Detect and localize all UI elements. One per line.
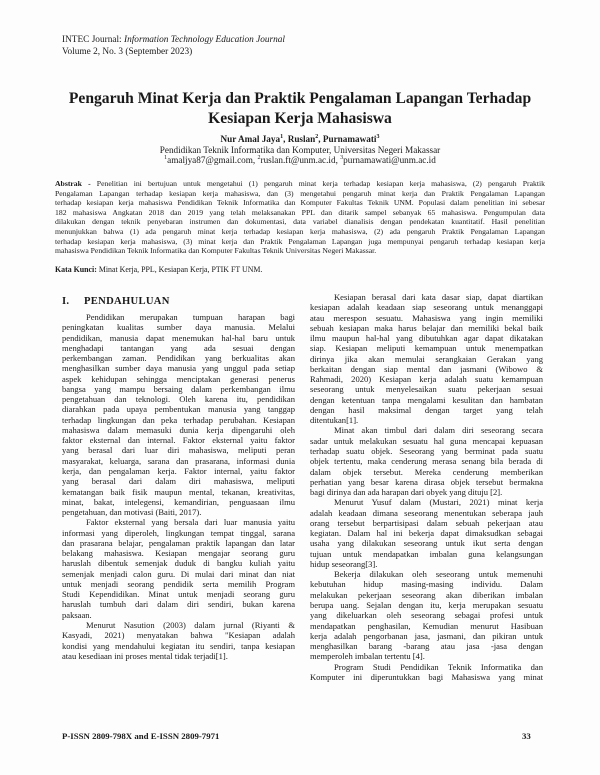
body-text-line: terhadap suatu objek. Seseorang yang berminat pada suatu <box>310 445 543 456</box>
abstract-label: Abstrak - <box>55 179 97 188</box>
abstract-text: terhadap kesiapan kerja mahasiswa, (3) minat kerja dan Praktik Pengalaman Lapangan juga mempunyai pengaruh terhadap kesiapan kerja <box>55 236 545 246</box>
body-text-line: kegiatan. Dalam hal ini bekerja dapat dimaksudkan sebagai <box>310 528 543 539</box>
email-mark: 1 <box>164 155 168 161</box>
author-separator: , <box>318 134 323 144</box>
abstract-text: dilakukan dengan teknik penyebaran instrumen dan dokumentasi, data variabel dianalisis dengan pendekatan kuantitatif. Hasil penelitian <box>55 217 545 227</box>
abstract-text: Penelitian ini bertujuan untuk mengetahui (1) pengaruh minat kerja terhadap kesiapan kerja mahasiswa, (2) pengaruh Praktik <box>96 179 545 188</box>
abstract-line <box>55 217 545 227</box>
author-email: purnamawati@unm.ac.id <box>343 155 436 165</box>
journal-header <box>62 34 285 46</box>
body-text-line: terhadap lingkungan dan peka terhadap perubahan. Kesiapan <box>62 414 295 425</box>
body-text-line: seseorang untuk menyelesaikan suatu pekerjaan sesuai <box>310 384 543 395</box>
body-text-line: tujuan untuk mendapatkan imbalan guna kelangsungan <box>310 548 543 559</box>
body-text-line: ilmu maupun hal-hal yang dibutuhkan agar dapat dikatakan <box>310 333 543 344</box>
body-text-line: pengetahuan dan teknologi. Oleh karena itu, pendidikan <box>62 394 295 405</box>
body-text-line: masyarakat, keluarga, sarana dan prasarana, informasi dunia <box>62 455 295 466</box>
body-text-line: belakang mahasiswa. Kesiapan mengajar seorang guru <box>62 548 295 559</box>
journal-name: Information Technology Education Journal <box>123 35 286 45</box>
abstract-line <box>55 198 545 208</box>
body-text-line: atau merespon sesuatu. Mahasiswa yang ingin memiliki <box>310 312 543 323</box>
email-separator: , <box>335 155 341 165</box>
body-text-line: memperoleh imbalan tertentu [4]. <box>310 651 425 662</box>
abstract-text: mahasiswa Pendidikan Teknik Informatika dan Komputer Fakultas Teknik Universitas Negeri Makassar. <box>55 246 377 256</box>
author-affiliation-mark: 2 <box>315 134 319 140</box>
body-text-line: atau kesediaan ini proses mental tidak terjadi[1]. <box>62 650 228 661</box>
body-text-line: Faktor eksternal yang bersala dari luar manusia yaitu <box>86 517 295 528</box>
author-affiliation-mark: 1 <box>280 134 284 140</box>
body-text-line: untuk menjadi seorang pendidik serta memilih Program <box>62 578 295 589</box>
abstract-line <box>55 237 545 247</box>
body-text-line: Bekerja dilakukan oleh seseorang untuk memenuhi <box>334 569 543 580</box>
body-text-line: orang tersebut berpartisipasi dalam sebuah pekerjaan atau <box>310 517 543 528</box>
body-text-line: kerja adalah pengorbanan jasa, jasmani, dan pikiran untuk <box>310 630 543 641</box>
body-text-line: dan prasarana belajar, pengalaman praktik lapangan dan latar <box>62 537 295 548</box>
body-text-line: perhatian yang besar karena dirasa objek tersebut bermakna <box>310 476 543 487</box>
author-name: Ruslan <box>287 134 316 144</box>
body-text-line: diarahkan pada upaya pembentukan manusia yang tanggap <box>62 404 295 415</box>
section-title: PENDAHULUAN <box>84 296 170 307</box>
author-separator: , <box>283 134 288 144</box>
body-text-line: semenjak menjadi calon guru. Di mulai dari minat dan niat <box>62 568 295 579</box>
author-emails <box>0 155 600 165</box>
author-list <box>0 134 600 144</box>
abstract-line <box>55 227 545 237</box>
abstract-text: 182 mahasiswa Angkatan 2018 dan 2019 yang telah melaksanakan PPL dan ditarik sampel sebanyak 65 mahasiswa. Pengumpulan data <box>55 207 545 217</box>
body-text-line: menghadapi tantangan yang ada sesuai dengan <box>62 342 295 353</box>
body-text-line: Kasyadi, 2021) menyatakan bahwa "Kesiapan adalah <box>62 630 295 641</box>
body-text-line: Kesiapan berasal dari kata dasar siap, dapat diartikan <box>334 292 543 302</box>
abstract-line <box>55 246 545 256</box>
keywords-label: Kata Kunci: <box>55 265 99 274</box>
body-text-line: objek tertentu, maka cenderung merasa senang bila berada di <box>310 456 543 467</box>
body-text-line: berkaitan dengan siap mental dan jasmani (Wibowo & <box>310 363 543 374</box>
body-text-line: Pendidikan merupakan tumpuan harapan bagi <box>86 312 295 322</box>
body-text-line: aspek kehidupan sehingga menciptakan generasi penerus <box>62 373 295 384</box>
email-mark: 3 <box>340 155 344 161</box>
body-text-line: usaha yang dilakukan seseorang untuk ikut serta dengan <box>310 538 543 549</box>
body-text-line: informasi yang diperoleh, lingkungan tempat tinggal, sarana <box>62 527 295 538</box>
abstract-text: menunjukkan bahwa (1) ada pengaruh minat kerja terhadap kesiapan kerja mahasiswa, (2) ada pengaruh Praktik Pengalaman Lapangan <box>55 226 545 236</box>
body-text-line: menghasilkan barang -barang atau jasa -jasa dengan <box>310 641 543 652</box>
abstract-text: terhadap kesiapan kerja mahasiswa Pendidikan Teknik Informatika dan Komputer Fakultas Teknik UNM. Populasi dalam penelitian ini sebesar <box>55 198 545 208</box>
body-text-line: kerja, dan pengalaman kerja. Faktor internal, yaitu faktor <box>62 465 295 476</box>
section-heading <box>62 296 170 307</box>
body-text-line: Rahmadi, 2020) Kesiapan kerja adalah suatu kemampuan <box>310 374 543 385</box>
body-text-line: melakukan pekerjaan seseorang akan diberikan imbalan <box>310 589 543 600</box>
body-text-line: pengetahuan, dan motivasi (Baiti, 2017). <box>62 507 202 518</box>
title-line-2: Kesiapan Kerja Mahasiswa <box>208 110 392 127</box>
body-text-line: dalam objek tersebut. Mereka cenderung memberikan <box>310 466 543 477</box>
body-text-line: Menurut Nasution (2003) dalam jurnal (Riyanti & <box>86 619 295 630</box>
section-number: I. <box>62 296 70 307</box>
body-text-line: Minat akan timbul dari dalam diri seseorang secara <box>334 425 543 436</box>
body-text-line: hidup seseorang[3]. <box>310 558 378 569</box>
body-text-line: perkembangan zaman. Pendidikan yang berkualitas akan <box>62 353 295 364</box>
body-text-line: Studi Kependidikan. Minat untuk menjadi seorang guru <box>62 589 295 600</box>
body-text-line: dirinya jika akan memulai serangkaian Gerakan yang <box>310 353 543 364</box>
email-mark: 2 <box>257 155 261 161</box>
journal-volume: Volume 2, No. 3 (September 2023) <box>62 47 193 57</box>
body-text-line: kematangan baik fisik maupun mental, tekanan, kreativitas, <box>62 486 295 497</box>
body-text-line: kebutuhan hidup masing-masing individu. Dalam <box>310 579 543 590</box>
issn-footer: P-ISSN 2809-798X and E-ISSN 2809-7971 <box>62 731 220 741</box>
body-text-line: Komputer ini diperuntukkan bagi Mahasiswa yang minat <box>310 671 543 682</box>
abstract <box>55 179 545 256</box>
body-text-line: ditentukan[1]. <box>310 415 359 426</box>
body-text-line: menghasilkan sumber daya manusia yang unggul pada setiap <box>62 363 295 374</box>
email-separator: , <box>252 155 258 165</box>
page-number: 33 <box>522 731 531 741</box>
abstract-line <box>55 179 545 189</box>
body-text-line: minat, bakat, intelegensi, kemandirian, penguasaan ilmu <box>62 496 295 507</box>
paper-title <box>0 89 600 129</box>
author-affiliation-mark: 3 <box>376 134 380 140</box>
body-text-line: haruslah tumbuh dari dalam diri sendiri, bukan karena <box>62 599 295 610</box>
body-text-line: bangsa yang mampu bersaing dalam perkembangan ilmu <box>62 383 295 394</box>
abstract-line <box>55 189 545 199</box>
keywords-text: Minat Kerja, PPL, Kesiapan Kerja, PTIK FT UNM. <box>98 265 263 274</box>
body-text-line: berupa uang. Sejalan dengan itu, kerja merupakan sesuatu <box>310 599 543 610</box>
author-email: amaljya87@gmail.com <box>167 155 253 165</box>
body-text-line: adalah keadaan dimana seseorang menentukan seberapa jauh <box>310 507 543 518</box>
body-text-line: yang dikeluarkan oleh seseorang sebagai profesi untuk <box>310 610 543 621</box>
body-text-line: dengan hasil maksimal dengan target yang telah <box>310 404 543 415</box>
body-text-line: Program Studi Pendidikan Teknik Informatika dan <box>334 661 543 672</box>
body-text-line: mendapatkan penghasilan, Kemudian menurut Hasibuan <box>310 620 543 631</box>
abstract-line <box>55 208 545 218</box>
body-text-line: kondisi yang mendahului kegiatan itu sendiri, tanpa kesiapan <box>62 640 295 651</box>
abstract-text: Pengalaman Lapangan terhadap kesiapan kerja mahasiswa, dan (3) mengetahui pengaruh minat kerja dan Praktik Pengalaman Lapangan <box>55 188 545 198</box>
body-text-line: pendidikan, manusia dapat menemukan hal-hal baru untuk <box>62 332 295 343</box>
body-text-line: paksaan. <box>62 609 92 620</box>
left-column <box>62 312 295 661</box>
body-text-line: sebuah kesiapan maka harus belajar dan memiliki bekal baik <box>310 322 543 333</box>
body-text-line: yang berasal dari luar diri mahasiswa, meliputi peran <box>62 445 295 456</box>
body-text-line: kesiapan adalah keadaan siap seseorang untuk menanggapi <box>310 302 543 313</box>
body-text-line: yang berasal dari dalam diri mahasiswa, meliputi <box>62 476 295 487</box>
body-text-line: mahasiswa dalam memasuki dunia kerja dipengaruhi oleh <box>62 424 295 435</box>
journal-prefix: INTEC Journal: <box>62 35 124 45</box>
right-column <box>310 292 543 682</box>
body-text-line: peningkatan kualitas sumber daya manusia. Melalui <box>62 322 295 333</box>
body-text-line: Menurut Yusuf dalam (Mustari, 2021) minat kerja <box>334 497 543 508</box>
body-text-line: siap. Kesiapan meliputi kemampuan untuk menempatkan <box>310 343 543 354</box>
title-line-1: Pengaruh Minat Kerja dan Praktik Pengalaman Lapangan Terhadap <box>68 90 532 107</box>
body-text-line: faktor eksternal dan internal. Faktor eksternal yaitu faktor <box>62 435 295 446</box>
body-text-line: sadar untuk melakukan sesuatu hal guna mencapai kepuasan <box>310 435 543 446</box>
author-email: ruslan.ft@unm.ac.id <box>260 155 336 165</box>
author-name: Nur Amal Jaya <box>220 134 281 144</box>
affiliation: Pendidikan Teknik Informatika dan Komputer, Universitas Negeri Makassar <box>159 145 441 155</box>
body-text-line: haruslah dibentuk semenjak duduk di bangku kuliah yaitu <box>62 558 295 569</box>
body-text-line: dengan ketentuan tanpa mengalami kesulitan dan hambatan <box>310 394 543 405</box>
author-name: Purnamawati <box>322 134 377 144</box>
body-text-line: bagi dirinya dan ada harapan dari obyek yang dituju [2]. <box>310 487 503 498</box>
keywords <box>55 265 262 275</box>
